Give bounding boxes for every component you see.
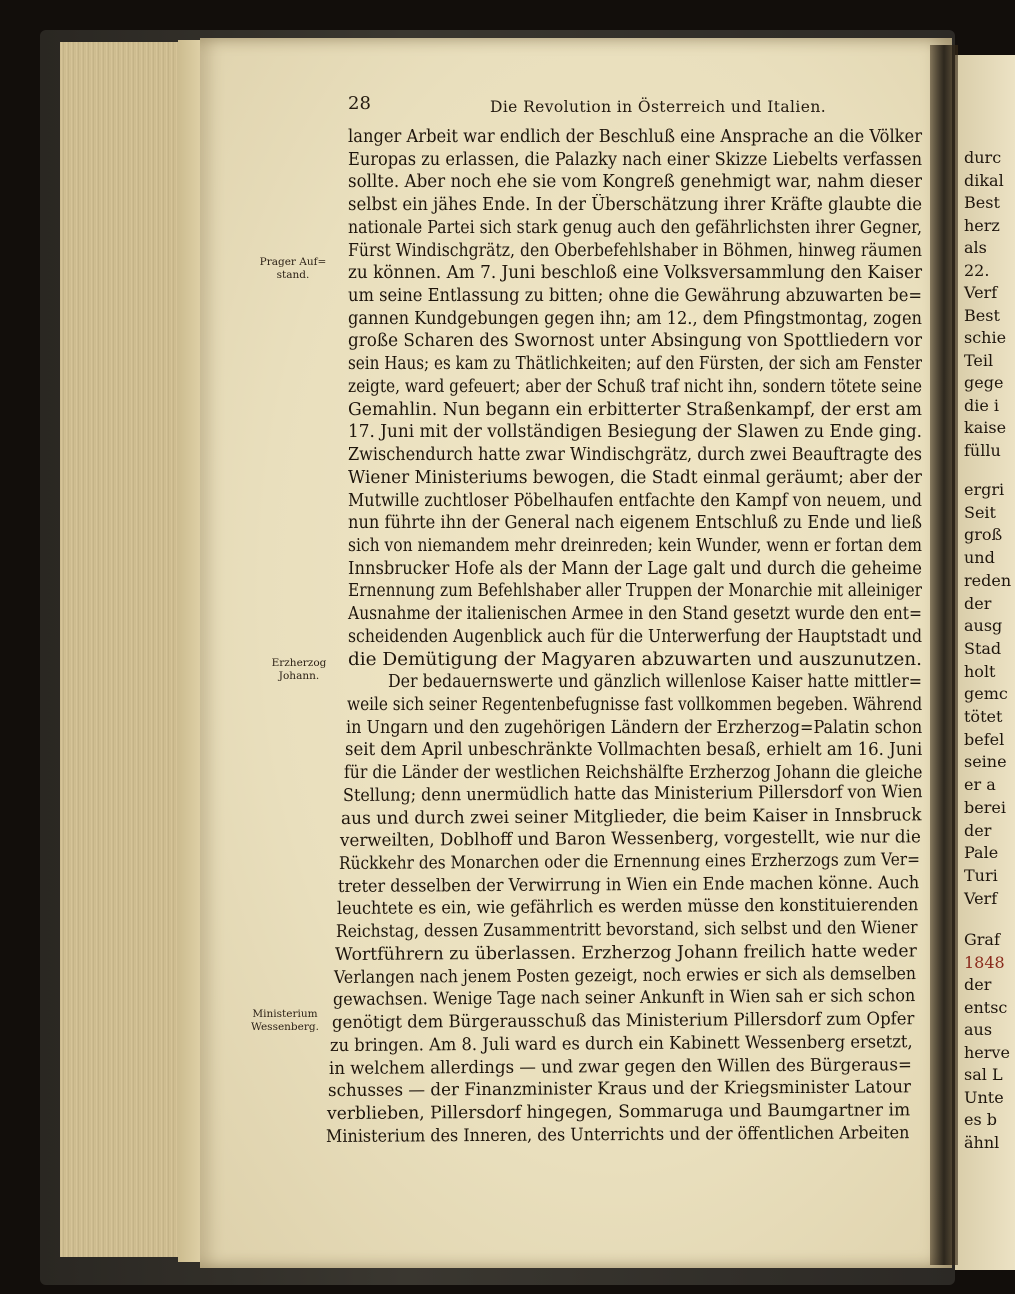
facing-page-fragment: Seit [964, 502, 996, 522]
text-line: nationale Partei sich stark genug auch den gefährlichsten ihrer Gegner, [348, 217, 922, 238]
text-line: Mutwille zuchtloser Pöbelhaufen entfachte den Kampf von neuem, und [348, 490, 922, 511]
facing-page-fragment: 22. [964, 260, 990, 280]
facing-page-fragment: ausg [964, 616, 1003, 636]
text-line: sein Haus; es kam zu Thätlichkeiten; auf den Fürsten, der sich am Fenster [348, 354, 923, 375]
text-line: seit dem April unbeschränkte Vollmachten besaß, erhielt am 16. Juni [344, 740, 922, 761]
facing-page-fragment: Pale [964, 843, 999, 863]
text-line: leuchtete es ein, wie gefährlich es werden müsse den konstituierenden [336, 895, 919, 920]
text-line: 17. Juni mit der vollständigen Besiegung der Slawen zu Ende ging. [348, 422, 923, 443]
facing-page-fragment: ergri [964, 480, 1005, 499]
facing-page-fragment: durc [964, 148, 1002, 167]
text-line: gewachsen. Wenige Tage nach seiner Ankunft in Wien sah er sich schon [332, 986, 915, 1011]
text-line: Zwischendurch hatte zwar Windischgrätz, durch zwei Beauftragte des [348, 445, 922, 466]
text-line: in Ungarn und den zugehörigen Ländern der Erzherzog=Palatin schon [345, 717, 922, 738]
facing-page-fragment: Verf [964, 283, 998, 302]
facing-page-fragment: herz [964, 215, 1000, 235]
facing-page-fragment: Verf [964, 888, 998, 908]
text-line: langer Arbeit war endlich der Beschluß eine Ansprache an die Völker [348, 127, 923, 147]
text-line: Ausnahme der italienischen Armee in den Stand gesetzt wurde den ent= [348, 604, 922, 625]
margin-note-line: Erzherzog [271, 657, 327, 669]
text-line: sich von niemandem mehr dreinreden; kein Wunder, wenn er fortan dem [348, 535, 923, 556]
text-line: genötigt dem Bürgerausschuß das Ministerium Pillersdorf zum Opfer [331, 1009, 914, 1034]
facing-page-fragment: Graf [964, 930, 1000, 949]
text-line: gannen Kundgebungen gegen ihn; am 12., dem Pfingstmontag, zogen [348, 308, 923, 329]
text-line: verweilten, Doblhoff und Baron Wessenberg, vorgestellt, wie nur die [340, 827, 922, 852]
facing-page-fragment: als [964, 238, 987, 257]
text-line: Fürst Windischgrätz, den Oberbefehlshaber in Böhmen, hinweg räumen [348, 240, 922, 261]
text-line: aus und durch zwei seiner Mitglieder, die beim Kaiser in Innsbruck [341, 804, 923, 829]
facing-page-fragment: Stad [964, 638, 1002, 658]
facing-page-fragment: entsc [964, 997, 1008, 1017]
text-line: für die Länder der westlichen Reichshälfte Erzherzog Johann die gleiche [343, 763, 922, 784]
facing-page-fragment: Best [964, 305, 1000, 325]
facing-page-fragment: es b [964, 1110, 998, 1129]
margin-note-line: Ministerium [252, 1008, 318, 1020]
facing-page-fragment: schie [964, 328, 1007, 347]
text-line: sollte. Aber noch ehe sie vom Kongreß genehmigt war, nahm dieser [348, 172, 923, 193]
facing-page-fragment: Best [964, 193, 1000, 212]
text-line: schusses — der Finanzminister Kraus und der Kriegsminister Latour [328, 1077, 912, 1102]
facing-page-fragment: befel [964, 729, 1005, 749]
facing-page-fragment: gege [964, 373, 1004, 392]
text-line: Europas zu erlassen, die Palazky nach einer Skizze Liebelts verfassen [348, 149, 923, 170]
text-line: die Demütigung der Magyaren abzuwarten und auszunutzen. [348, 649, 922, 670]
text-line: in welchem allerdings — und zwar gegen den Willen des Bürgeraus= [329, 1054, 913, 1079]
page-number: 28 [348, 93, 371, 114]
facing-page-fragment: die i [964, 395, 1000, 415]
text-line: Stellung; denn unermüdlich hatte das Ministerium Pillersdorf von Wien [342, 782, 923, 806]
facing-page-fragment: herve [964, 1042, 1010, 1062]
facing-page-fragment: seine [964, 752, 1007, 772]
text-line: scheidenden Augenblick auch für die Unterwerfung der Hauptstadt und [348, 626, 923, 647]
text-line: weile sich seiner Regentenbefugnisse fast vollkommen begeben. Während [346, 695, 923, 715]
text-line: Reichstag, dessen Zusammentritt bevorstand, sich selbst und den Wiener [335, 918, 918, 943]
facing-page-fragment: er a [964, 775, 996, 795]
facing-page-fragment: gemc [964, 684, 1008, 704]
page-block-edge [60, 42, 180, 1257]
margin-note [244, 1008, 326, 1034]
margin-note-line: Johann. [278, 670, 320, 682]
margin-note-line: Wessenberg. [251, 1021, 319, 1033]
facing-page-fragment: groß [964, 525, 1003, 545]
facing-page-fragment: füllu [964, 440, 1001, 460]
text-line: Ministerium des Inneren, des Unterrichts und der öffentlichen Arbeiten [325, 1122, 910, 1147]
facing-page-fragment: berei [964, 797, 1006, 817]
text-line: Der bedauernswerte und gänzlich willenlose Kaiser hatte mittler= [388, 672, 922, 693]
text-line: Verlangen nach jenem Posten gezeigt, noch erwies er sich als demselben [333, 963, 916, 988]
text-line: Gemahlin. Nun begann ein erbitterter Straßenkampf, der erst am [348, 399, 922, 420]
margin-note-line: Prager Auf= [259, 256, 327, 268]
facing-page-fragment: holt [964, 661, 996, 681]
text-line: Ernennung zum Befehlshaber aller Truppen der Monarchie mit alleiniger [348, 581, 922, 602]
text-line: nun führte ihn der General nach eigenem Entschluß zu Ende und ließ [348, 513, 922, 534]
facing-page-fragment: tötet [964, 707, 1003, 726]
facing-page-fragment: der [964, 820, 992, 840]
text-line: treter desselben der Verwirrung in Wien ein Ende machen könne. Auch [338, 872, 920, 897]
margin-note-line: stand. [276, 269, 310, 281]
facing-page-fragment: Turi [964, 865, 998, 885]
text-line: verblieben, Pillersdorf hingegen, Sommaruga und Baumgartner im [327, 1100, 911, 1124]
text-line: zu bringen. Am 8. Juli ward es durch ein Kabinett Wessenberg ersetzt, [330, 1031, 914, 1056]
facing-page-fragment: 1848 [964, 952, 1005, 972]
facing-page-fragment: Teil [964, 350, 994, 370]
facing-page-fragment: aus [964, 1020, 993, 1039]
facing-page-fragment: Unte [964, 1087, 1004, 1107]
running-title: Die Revolution in Österreich und Italien. [490, 98, 827, 116]
text-line: Innsbrucker Hofe als der Mann der Lage galt und durch die geheime [348, 558, 922, 579]
facing-page-fragment: sal L [964, 1065, 1003, 1084]
book-gutter [930, 45, 958, 1265]
text-line: um seine Entlassung zu bitten; ohne die Gewährung abzuwarten be= [348, 286, 922, 307]
facing-page-fragment: ähnl [964, 1132, 1000, 1152]
margin-note [258, 657, 340, 683]
text-line: Wiener Ministeriums bewogen, die Stadt einmal geräumt; aber der [348, 467, 922, 488]
facing-page-fragment: und [964, 548, 995, 568]
text-line: zu können. Am 7. Juni beschloß eine Volksversammlung den Kaiser [348, 263, 923, 284]
text-line: zeigte, ward gefeuert; aber der Schuß traf nicht ihn, sondern tötete seine [348, 376, 922, 397]
text-line: Rückkehr des Monarchen oder die Ernennung eines Erzherzogs zum Ver= [339, 850, 921, 875]
text-line: große Scharen des Swornost unter Absingung von Spottliedern vor [348, 331, 923, 352]
text-line: Wortführern zu überlassen. Erzherzog Johann freilich hatte weder [334, 941, 917, 965]
facing-page-fragment: dikal [964, 170, 1004, 190]
facing-page-fragment: der [964, 593, 992, 613]
facing-page-fragment: reden [964, 570, 1012, 590]
facing-page-fragment: kaise [964, 418, 1007, 437]
facing-page-fragment: der [964, 975, 992, 994]
text-line: selbst ein jähes Ende. In der Überschätzung ihrer Kräfte glaubte die [348, 195, 922, 216]
margin-note [252, 256, 334, 282]
